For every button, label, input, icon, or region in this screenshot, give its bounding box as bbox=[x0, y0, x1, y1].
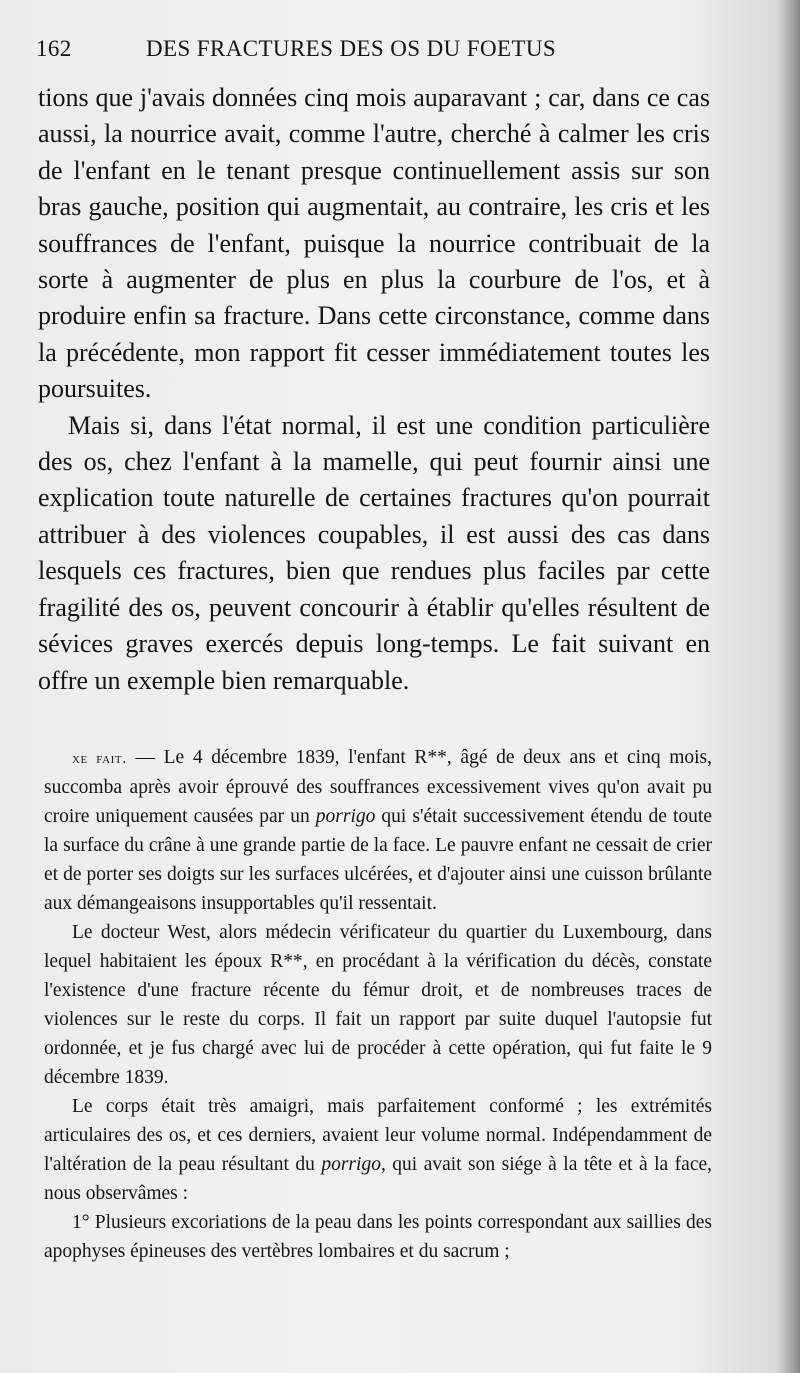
paragraph-continuation: tions que j'avais données cinq mois auparavant ; car, dans ce cas aussi, la nourrice avait, comme l'autre, cherché à calmer les cris de l'enfant en le tenant presque continuellement assis sur son bras gauche, position qui augmentait, au contraire, les cris et les souffrances de l'enfant, puisque la nourrice contribuait de la sorte à augmenter de plus en plus la courbure de l'os, et à produire enfin sa fracture. Dans cette circonstance, comme dans la précédente, mon rapport fit cesser immédiatement toutes les poursuites. bbox=[38, 83, 710, 404]
case-text-3-end: , qui avait son siége à la tête et à la face, nous observâmes : bbox=[44, 1154, 713, 1204]
case-paragraph-4: 1° Plusieurs excoriations de la peau dans les points correspondant aux saillies des apophyses épineuses des vertèbres lombaires et du sacrum ; bbox=[44, 1212, 712, 1262]
case-text-3: Le corps était très amaigri, mais parfaitement conformé ; les extrémités articulaires des os, et ces derniers, avaient leur volume normal. Indépendamment de l'altération de la peau résultant du bbox=[44, 1096, 712, 1175]
case-report bbox=[44, 743, 712, 1266]
case-text-1-end: qui s'était successivement étendu de toute la surface du crâne à une grande partie de la face. Le pauvre enfant ne cessait de crier et de porter ses doigts sur les surfaces ulcérées, et d'ajouter ainsi une cuisson brûlante aux démangeaisons insupportables qu'il ressentait. bbox=[44, 806, 712, 914]
main-text bbox=[38, 80, 710, 699]
case-paragraph-2: Le docteur West, alors médecin vérificateur du quartier du Luxembourg, dans lequel habitaient les époux R**, en procédant à la vérification du décès, constate l'existence d'une fracture récente du fémur droit, et de nombreuses traces de violences sur le reste du corps. Il fait un rapport par suite duquel l'autopsie fut ordonnée, et je fus chargé avec lui de procéder à cette opération, qui fut faite le 9 décembre 1839. bbox=[44, 922, 712, 1088]
page-number: 162 bbox=[36, 36, 72, 61]
case-paragraph-3 bbox=[44, 1092, 712, 1208]
case-label: xe fait. bbox=[72, 750, 127, 767]
case-text-1: — Le 4 décembre 1839, l'enfant R**, âgé de deux ans et cinq mois, succomba après avoir éprouvé des souffrances excessivement vives qu'on avait pu croire uniquement causées par un bbox=[44, 747, 712, 827]
case-paragraph-1 bbox=[44, 743, 712, 918]
case-porrigo-term: porrigo bbox=[315, 806, 376, 827]
running-title: DES FRACTURES DES OS DU FOETUS bbox=[146, 36, 557, 61]
case-porrigo-term-2: porrigo bbox=[321, 1154, 381, 1175]
paragraph-mais-si: Mais si, dans l'état normal, il est une condition particulière des os, chez l'enfant à la mamelle, qui peut fournir ainsi une explication toute naturelle de certaines fractures qu'on pourrait attribuer à des violences coupables, il est aussi des cas dans lesquels ces fractures, bien que rendues plus faciles par cette fragilité des os, peuvent concourir à établir qu'elles résultent de sévices graves exercés depuis long-temps. Le fait suivant en offre un exemple bien remarquable. bbox=[38, 410, 710, 695]
page-header bbox=[36, 36, 756, 70]
page-gutter-shadow bbox=[778, 0, 800, 1373]
